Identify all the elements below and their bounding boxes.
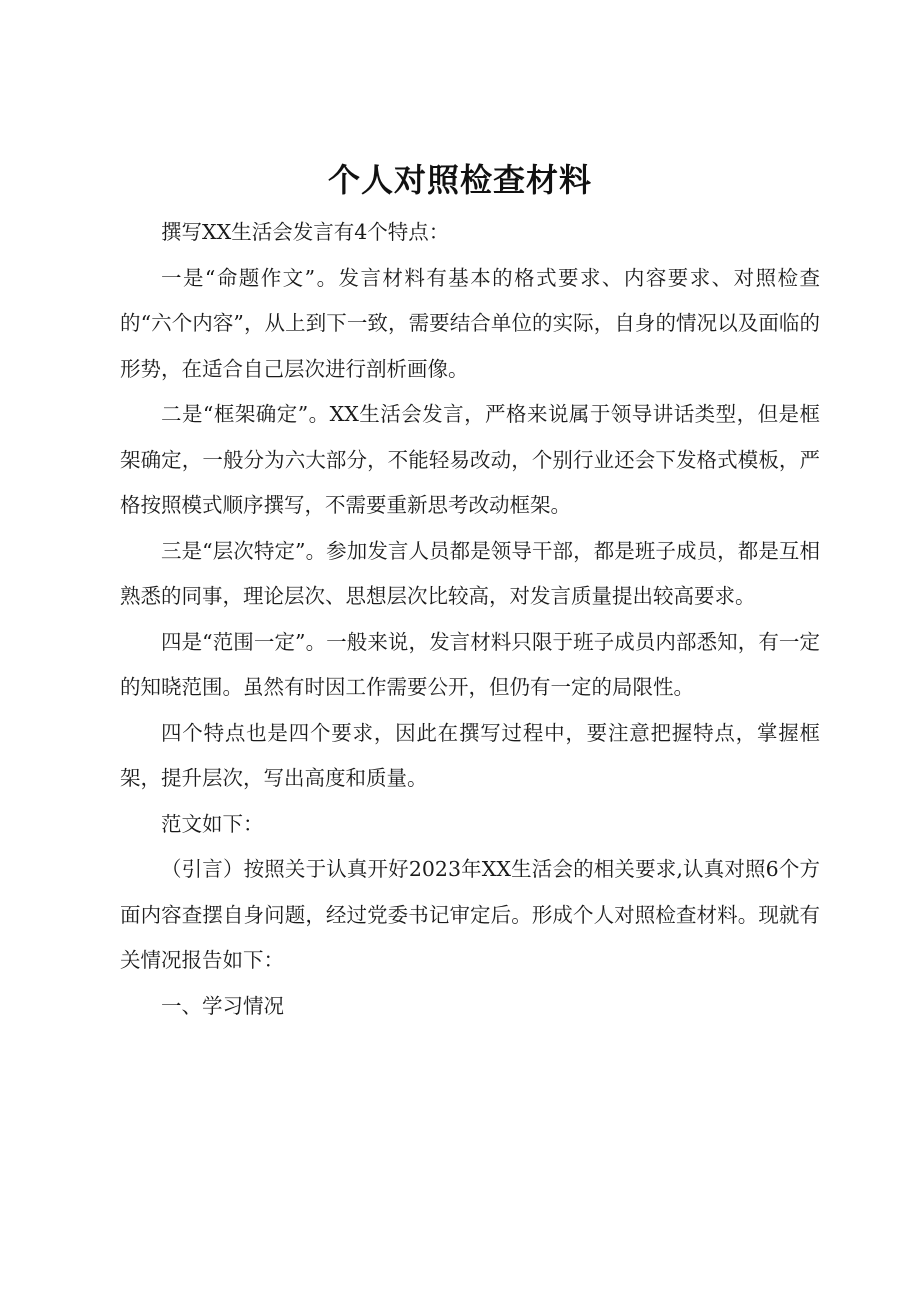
summary-paragraph: 四个特点也是四个要求，因此在撰写过程中，要注意把握特点，掌握框架，提升层次，写出高度和质量。 [120, 720, 820, 790]
section-heading-study: 一、学习情况 [161, 993, 284, 1018]
point-three-paragraph: 三是“层次特定”。参加发言人员都是领导干部，都是班子成员，都是互相熟悉的同事，理论层次、思想层次比较高，对发言质量提出较高要求。 [120, 538, 820, 608]
preface-paragraph: （引言）按照关于认真开好2023年XX生活会的相关要求,认真对照6个方面内容查摆自身问题，经过党委书记审定后。形成个人对照检查材料。现就有关情况报告如下： [120, 857, 820, 972]
point-two-paragraph: 二是“框架确定”。XX生活会发言，严格来说属于领导讲话类型，但是框架确定，一般分为六大部分，不能轻易改动，个别行业还会下发格式模板，严格按照模式顺序撰写，不需要重新思考改动框架。 [120, 402, 820, 517]
point-four-paragraph: 四是“范围一定”。一般来说，发言材料只限于班子成员内部悉知，有一定的知晓范围。虽然有时因工作需要公开，但仍有一定的局限性。 [120, 629, 820, 699]
example-heading: 范文如下： [161, 811, 264, 836]
document-title: 个人对照检查材料 [327, 161, 592, 199]
document-body [120, 210, 820, 1029]
point-one-paragraph: 一是“命题作文”。发言材料有基本的格式要求、内容要求、对照检查的“六个内容”，从上到下一致，需要结合单位的实际，自身的情况以及面临的形势，在适合自己层次进行剖析画像。 [120, 265, 820, 381]
intro-paragraph: 撰写XX生活会发言有4个特点： [161, 220, 450, 244]
